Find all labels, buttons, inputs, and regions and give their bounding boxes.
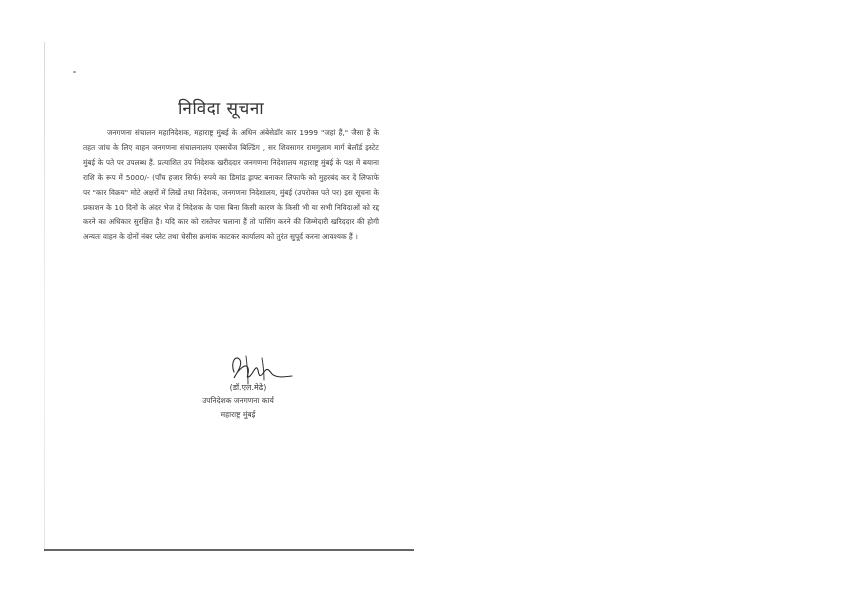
scan-edge-left [44, 42, 45, 552]
signatory-designation: उपनिदेशक जनगणना कार्य [202, 396, 274, 405]
signatory-place: महाराष्ट्र मुंबई [220, 410, 256, 419]
notice-body: जनगणना संचालन महानिदेशक, महाराष्ट्र मुंबई के अधिन अंबेसेडॉर कार 1999 "जहां हैं," जैसा हैं के तहत जांच के लिए वाहन जनगणना संचालनालय एक्सचेंज बिल्डिंग , सर शिवसागर रामगुलाम मार्ग बेलॉर्ड इस्टेट मुंबई के पते पर उपलब्ध हैं. प्रत्याशित उप निदेशक खरीददार जनगणना निदेशालय महाराष्ट्र मुंबई के पक्ष में बयाना राशि के रूप में 5000/- (पाँच हजार सिर्फ) रुपये का डिमांड ड्राफ्ट बनाकर लिफाफे को मुहरबंद कर दें लिफाफे पर "कार विक्रय" मोटे अक्षरों में लिखें तथा निदेशक, जनगणना निदेशालय, मुंबई (उपरोक्त पते पर) इस सूचना के प्रकाशन के 10 दिनों के अंदर भेज दें निदेशक के पास बिना किसी कारण के किसी भी या सभी निविदाओं को रद्द करने का अधिकार सुरक्षित है। यदि कार को रास्तेपर चलाना हैं तो पासिंग करने की जिम्मेदारी खरिददार की होगी अन्यतः वाहन के दोनों नंबर प्लेट तथा चेसीस क्रमांक काटकर कार्यालय को तुरंत सुपूर्द करना आवश्यक हैं । [83, 128, 379, 242]
notice-title: निविदा सूचना [178, 99, 265, 119]
signatory-name: (डॉ.एल.मेढे) [229, 383, 267, 392]
scan-edge-bottom [44, 549, 414, 551]
scan-speck [73, 71, 76, 73]
